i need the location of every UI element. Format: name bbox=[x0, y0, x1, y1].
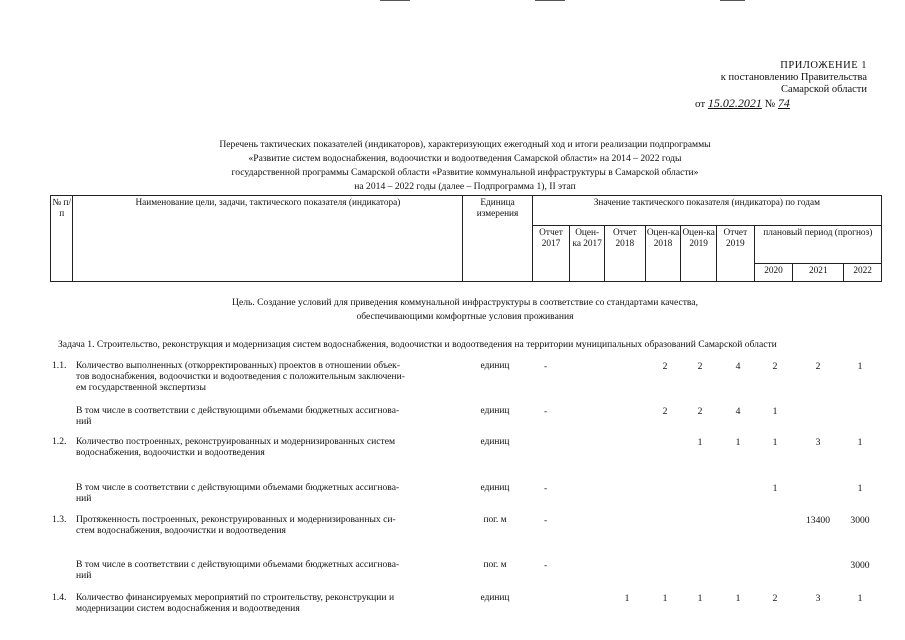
header-name: Наименование цели, задачи, тактического показателя (индикатора) bbox=[73, 196, 463, 282]
title-line: государственной программы Самарской области «Развитие коммунальной инфраструктуры в Самарской области» bbox=[231, 167, 699, 178]
row-text: водоснабжения, водоочистки и водоотведения bbox=[76, 447, 265, 458]
row-text: Количество построенных, реконструированных и модернизированных систем bbox=[76, 436, 396, 447]
row-value: 1 bbox=[735, 593, 741, 604]
row-value: 1 bbox=[697, 593, 703, 604]
row-number: 1.4. bbox=[52, 592, 67, 603]
row-value: 2 bbox=[772, 593, 778, 604]
row-unit: единиц bbox=[480, 361, 510, 371]
row-value: 1 bbox=[772, 483, 778, 494]
row-value: 1 bbox=[772, 437, 778, 448]
appendix-line: к постановлению Правительства bbox=[720, 72, 867, 83]
row-dash: - bbox=[544, 483, 548, 494]
row-text: ний bbox=[76, 570, 92, 581]
row-value: 1 bbox=[857, 593, 863, 604]
row-value: 1 bbox=[697, 437, 703, 448]
row-value: 1 bbox=[624, 593, 630, 604]
row-text: ний bbox=[76, 493, 92, 504]
date-prefix: от bbox=[695, 98, 706, 110]
row-dash: - bbox=[544, 560, 548, 571]
scan-mark bbox=[720, 0, 745, 1]
row-text: Количество выполненных (откорректированных) проектов в отношении объек- bbox=[76, 360, 401, 371]
appendix-title: ПРИЛОЖЕНИЕ 1 bbox=[780, 60, 867, 71]
row-value: 4 bbox=[735, 406, 741, 417]
header-col: Отчет 2018 bbox=[604, 226, 645, 282]
row-value: 4 bbox=[735, 361, 741, 372]
row-value: 2 bbox=[697, 361, 703, 372]
row-unit: единиц bbox=[480, 593, 510, 603]
scan-mark bbox=[535, 0, 565, 1]
appendix-block bbox=[667, 60, 867, 96]
row-value: 1 bbox=[735, 437, 741, 448]
row-number: 1.3. bbox=[52, 514, 67, 525]
decree-date: 15.02.2021 bbox=[707, 96, 762, 110]
row-value: 1 bbox=[857, 437, 863, 448]
appendix-line: Самарской области bbox=[781, 84, 867, 95]
row-dash: - bbox=[544, 515, 548, 526]
title-line: Перечень тактических показателей (индикаторов), характеризующих ежегодный ход и итоги реализации подпрограммы bbox=[219, 139, 711, 150]
row-text: Количество финансируемых мероприятий по строительству, реконструкции и bbox=[76, 592, 395, 603]
number-prefix: № bbox=[764, 98, 776, 110]
row-text: В том числе в соответствии с действующими объемами бюджетных ассигнова- bbox=[76, 482, 400, 493]
header-year: 2020 bbox=[754, 264, 793, 282]
goal-line: Цель. Создание условий для приведения коммунальной инфраструктуры в соответствие со стандартами качества, bbox=[232, 297, 698, 308]
decree-number: 74 bbox=[777, 96, 790, 110]
header-col: Оцен-ка 2019 bbox=[681, 226, 717, 282]
row-unit: единиц bbox=[480, 437, 510, 447]
row-text: ний bbox=[76, 416, 92, 427]
row-unit: пог. м bbox=[483, 515, 507, 525]
row-value: 3000 bbox=[850, 515, 870, 526]
row-number: 1.2. bbox=[52, 436, 67, 447]
header-col: Оцен-ка 2017 bbox=[570, 226, 605, 282]
row-value: 3 bbox=[815, 593, 821, 604]
row-value: 1 bbox=[662, 593, 668, 604]
header-year: 2022 bbox=[844, 264, 882, 282]
title-line: «Развитие систем водоснабжения, водоочистки и водоотведения Самарской области» на 2014 – 2022 годы bbox=[248, 153, 682, 164]
header-unit: Единица измерения bbox=[463, 196, 532, 282]
indicator-table-header bbox=[50, 195, 882, 282]
row-unit: пог. м bbox=[483, 560, 507, 570]
row-value: 13400 bbox=[806, 515, 830, 526]
row-unit: единиц bbox=[480, 483, 510, 493]
row-text: стем водоснабжения, водоочистки и водоотведения bbox=[76, 525, 286, 536]
task-text: Задача 1. Строительство, реконструкция и модернизация систем водоснабжения, водоочистки и водоотведения на территории муниципальных образований Самарской области bbox=[58, 339, 777, 350]
row-unit: единиц bbox=[480, 406, 510, 416]
row-value: 3000 bbox=[850, 560, 870, 571]
row-value: 1 bbox=[857, 483, 863, 494]
header-value: Значение тактического показателя (индикатора) по годам bbox=[532, 196, 881, 226]
header-year: 2021 bbox=[793, 264, 844, 282]
row-dash: - bbox=[544, 361, 548, 372]
header-col: Отчет 2017 bbox=[532, 226, 570, 282]
row-value: 2 bbox=[662, 406, 668, 417]
goal-text bbox=[120, 296, 810, 324]
title-line: на 2014 – 2022 годы (далее – Подпрограмма 1), II этап bbox=[354, 181, 576, 192]
row-value: 1 bbox=[772, 406, 778, 417]
row-value: 2 bbox=[697, 406, 703, 417]
row-value: 2 bbox=[815, 361, 821, 372]
scan-mark bbox=[380, 0, 410, 1]
decree-signature-line bbox=[695, 96, 875, 111]
header-col: Отчет 2019 bbox=[716, 226, 754, 282]
row-text: В том числе в соответствии с действующими объемами бюджетных ассигнова- bbox=[76, 405, 400, 416]
row-text: ем государственной экспертизы bbox=[76, 382, 206, 393]
document-title bbox=[120, 138, 810, 194]
row-value: 2 bbox=[662, 361, 668, 372]
row-value: 2 bbox=[772, 361, 778, 372]
row-value: 1 bbox=[857, 361, 863, 372]
row-text: модернизации систем водоснабжения и водоотведения bbox=[76, 603, 300, 614]
header-plan: плановый период (прогноз) bbox=[754, 226, 881, 264]
row-number: 1.1. bbox=[52, 360, 67, 371]
row-dash: - bbox=[544, 406, 548, 417]
header-no: № п/п bbox=[51, 196, 73, 282]
row-text: тов водоснабжения, водоочистки и водоотведения с положительным заключени- bbox=[76, 371, 405, 382]
header-col: Оцен-ка 2018 bbox=[645, 226, 681, 282]
goal-line: обеспечивающими комфортные условия проживания bbox=[356, 311, 574, 322]
row-value: 3 bbox=[815, 437, 821, 448]
row-text: В том числе в соответствии с действующими объемами бюджетных ассигнова- bbox=[76, 559, 400, 570]
row-text: Протяженность построенных, реконструированных и модернизированных си- bbox=[76, 514, 396, 525]
